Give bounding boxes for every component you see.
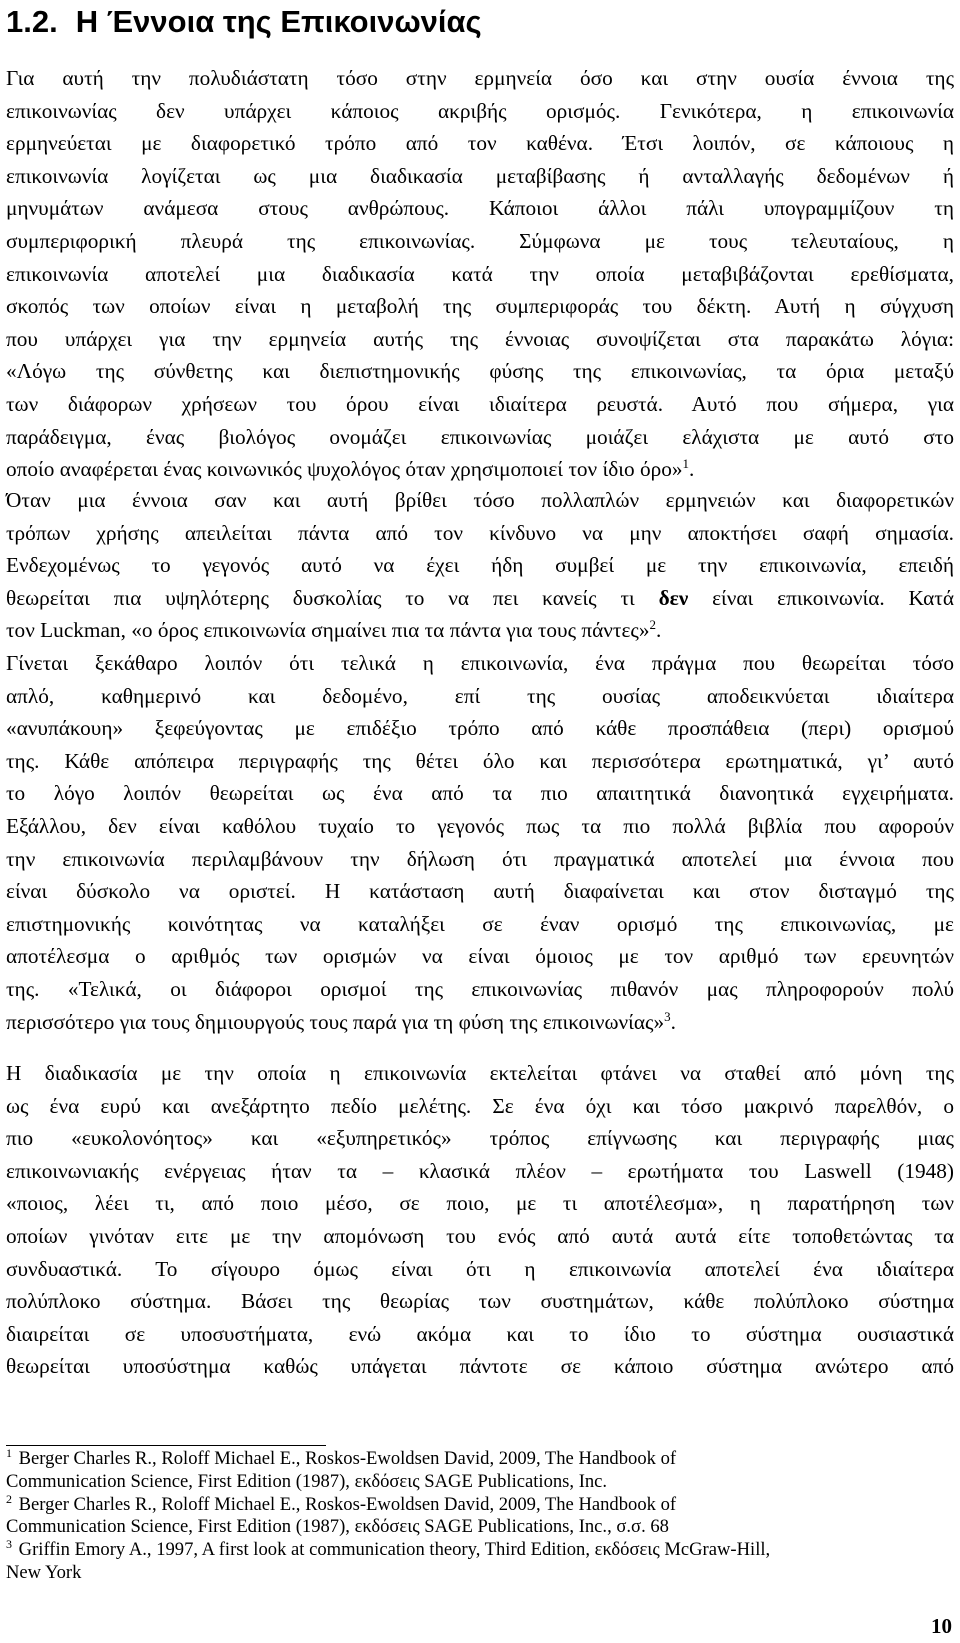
bold-word: δεν [658,585,689,610]
text-line: τον Luckman, «ο όρος επικοινωνία σημαίνει πια τα πάντα για τους πάντες»$^2$. [6,617,662,643]
footnote-text: Berger Charles R., Roloff Michael E., Roskos-Ewoldsen David, 2009, The Handbook of [18,1448,677,1469]
text-line: την επικοινωνία περιλαμβάνουν την δήλωση ότι πραγματικά αποτελεί μια έννοια που [6,846,954,871]
text-line-content: οποίο αναφέρεται ένας κοινωνικός ψυχολόγος όταν χρησιμοποιεί τον ίδιο όρο» [6,457,683,482]
text-line: ως ένα ευρύ και ανεξάρτητο πεδίο μελέτης. Σε ένα όχι και τόσο μακρινό παρελθόν, ο [6,1093,954,1118]
footnote-text: Griffin Emory A., 1997, A first look at communication theory, Third Edition, εκδόσεις McGraw-Hill, [18,1539,771,1561]
text-line: απλό, καθημερινό και δεδομένο, επί της ουσίας αποδεικνύεται ιδιαίτερα [6,683,954,708]
text-line: αποτέλεσμα ο αριθμός των ορισμών να είναι όμοιος με τον αριθμό των ερευνητών [6,944,954,969]
text-line: επικοινωνίας δεν υπάρχει κάποιος ακριβής ορισμός. Γενικότερα, η επικοινωνία [6,98,954,123]
text-line-content: τον Luckman, «ο όρος επικοινωνία σημαίνει πια τα πάντα για τους πάντες» [6,618,650,643]
text-line: Εξάλλου, δεν είναι καθόλου τυχαίο το γεγονός πως τα πιο πολλά βιβλία που αφορούν [6,813,954,838]
text-line: συνδυαστικά. Το σίγουρο όμως είναι ότι η επικοινωνία αποτελεί ένα ιδιαίτερα [6,1256,954,1281]
text-line-content: περισσότερο για τους δημιουργούς τους παρά για τη φύση της επικοινωνίας» [6,1009,665,1034]
footnote-1 [6,1448,954,1471]
text-line [6,582,954,615]
text-line: των διάφορων χρήσεων του όρου είναι ιδιαίτερα ρευστά. Αυτό που σήμερα, για [6,391,954,416]
text-line: Όταν μια έννοια σαν και αυτή βρίθει τόσο πολλαπλών ερμηνειών και διαφορετικών [6,488,954,512]
footnote-2-cont: Communication Science, First Edition (1987), εκδόσεις SAGE Publications, Inc., σ.σ. 68 [6,1516,669,1538]
text-line: τρόπων χρήσης απειλείται πάντα από τον κίνδυνο να μην αποκτήσει σαφή σημασία. [6,520,954,545]
text-line: θεωρείται υποσύστημα καθώς υπάγεται πάντοτε σε κάποιο σύστημα ανώτερο από [6,1354,954,1379]
footnote-3-cont: New York [6,1561,82,1583]
text-line: Η διαδικασία με την οποία η επικοινωνία εκτελείται φτάνει να σταθεί από μόνη της [6,1061,954,1085]
footnote-1-cont: Communication Science, First Edition (1987), εκδόσεις SAGE Publications, Inc. [6,1470,608,1492]
text-line: «ποιος, λέει τι, από ποιο μέσο, σε ποιο, με τι αποτέλεσμα», η παρατήρηση των [6,1191,954,1216]
text-line: περισσότερο για τους δημιουργούς τους παρά για τη φύση της επικοινωνίας»$^3$. [6,1008,676,1034]
text-line: Γίνεται ξεκάθαρο λοιπόν ότι τελικά η επικοινωνία, ένα πράγμα που θεωρείται τόσο [6,650,954,675]
text-line: παράδειγμα, ένας βιολόγος ονομάζει επικοινωνίας μοιάζει ελάχιστα με αυτό στο [6,424,954,449]
text-line: Για αυτή την πολυδιάστατη τόσο στην ερμηνεία όσο και στην ουσία έννοια της [6,66,954,90]
text-line: επικοινωνία αποτελεί μια διαδικασία κατά την οποία μεταβιβάζονται ερεθίσματα, [6,261,954,286]
footnote-number: 2 [6,1491,12,1506]
footnote-ref-2: 2 [649,617,656,633]
text-line: που υπάρχει για την ερμηνεία αυτής της έννοιας συνοψίζεται στα παρακάτω λόγια: [6,326,954,351]
text-line: επιστημονικής κοινότητας να καταλήξει σε έναν ορισμό της επικοινωνίας, με [6,911,954,936]
text-line: της. «Τελικά, οι διάφοροι ορισμοί της επικοινωνίας πιθανόν μας πληροφορούν πολύ [6,976,954,1001]
paragraph-3 [6,1057,954,1383]
text-line: το λόγο λοιπόν θεωρείται ως ένα από τα πιο απαιτητικά διανοητικά εγχειρήματα. [6,781,954,806]
section-number: 1.2. [6,4,58,39]
footnote-ref-3: 3 [664,1008,671,1024]
text-line: συμπεριφορική πλευρά της επικοινωνίας. Σύμφωνα με τους τελευταίους, η [6,228,954,253]
text-line: «ανυπάκουη» ξεφεύγοντας με επιδέξιο τρόπο από κάθε προσπάθεια (περι) ορισμού [6,716,954,741]
text-line: «Λόγω της σύνθετης και διεπιστημονικής φύσης της επικοινωνίας, τα όρια μεταξύ [6,359,954,384]
section-title: Η Έννοια της Επικοινωνίας [75,4,482,39]
footnote-2 [6,1491,954,1517]
text-line: επικοινωνιακής ενέργειας ήταν τα – κλασικά πλέον – ερωτήματα του Laswell (1948) [6,1158,954,1183]
footnote-text: Berger Charles R., Roloff Michael E., Roskos-Ewoldsen David, 2009, The Handbook of [18,1493,677,1515]
footnote-separator [6,1445,326,1446]
footnotes [6,1448,954,1585]
footnote-ref-1: 1 [682,456,690,472]
text-line: σκοπός των οποίων είναι η μεταβολή της συμπεριφοράς του δέκτη. Αυτή η σύγχυση [6,294,954,319]
text-line: οποίο αναφέρεται ένας κοινωνικός ψυχολόγος όταν χρησιμοποιεί τον ίδιο όρο»$^1$. [6,456,695,482]
text-line-content: είναι επικοινωνία. Κατά [688,585,954,610]
text-line: πολύπλοκο σύστημα. Βάσει της θεωρίας των συστημάτων, κάθε πολύπλοκο σύστημα [6,1289,954,1314]
text-line: οποίων γινόταν ειτε με την απομόνωση του ενός από αυτά αυτά είτε τοποθετώντας τα [6,1223,954,1248]
text-line: είναι δύσκολο να οριστεί. Η κατάσταση αυτή διαφαίνεται και στον δισταγμό της [6,879,954,904]
footnote-3 [6,1539,954,1562]
section-heading [6,2,482,42]
paragraph-1 [6,62,954,486]
text-line: της. Κάθε απόπειρα περιγραφής της θέτει όλο και περισσότερα ερωτηματικά, γι’ αυτό [6,748,954,773]
text-line-content: θεωρείται πια υψηλότερης δυσκολίας το να πει κανείς τι [6,585,635,610]
text-line: πιο «ευκολονόητος» και «εξυπηρετικός» τρόπος επίγνωσης και περιγραφής μιας [6,1126,954,1151]
text-line: ερμηνεύεται με διαφορετικό τρόπο από τον καθένα. Έτσι λοιπόν, σε κάποιους η [6,131,954,156]
text-line: Ενδεχομένως το γεγονός αυτό να έχει ήδη συμβεί με την επικοινωνία, επειδή [6,553,954,578]
text-line: μηνυμάτων ανάμεσα στους ανθρώπους. Κάποιοι άλλοι πάλι υπογραμμίζουν τη [6,196,954,221]
text-line: επικοινωνία λογίζεται ως μια διαδικασία μεταβίβασης ή ανταλλαγής δεδομένων ή [6,163,954,188]
footnote-number: 3 [6,1537,12,1552]
text-line: διαιρείται σε υποσυστήματα, ενώ ακόμα και το ίδιο το σύστημα ουσιαστικά [6,1321,954,1346]
footnote-number: 1 [6,1446,12,1460]
page-number: 10 [931,1614,952,1638]
paragraph-2 [6,484,954,1038]
